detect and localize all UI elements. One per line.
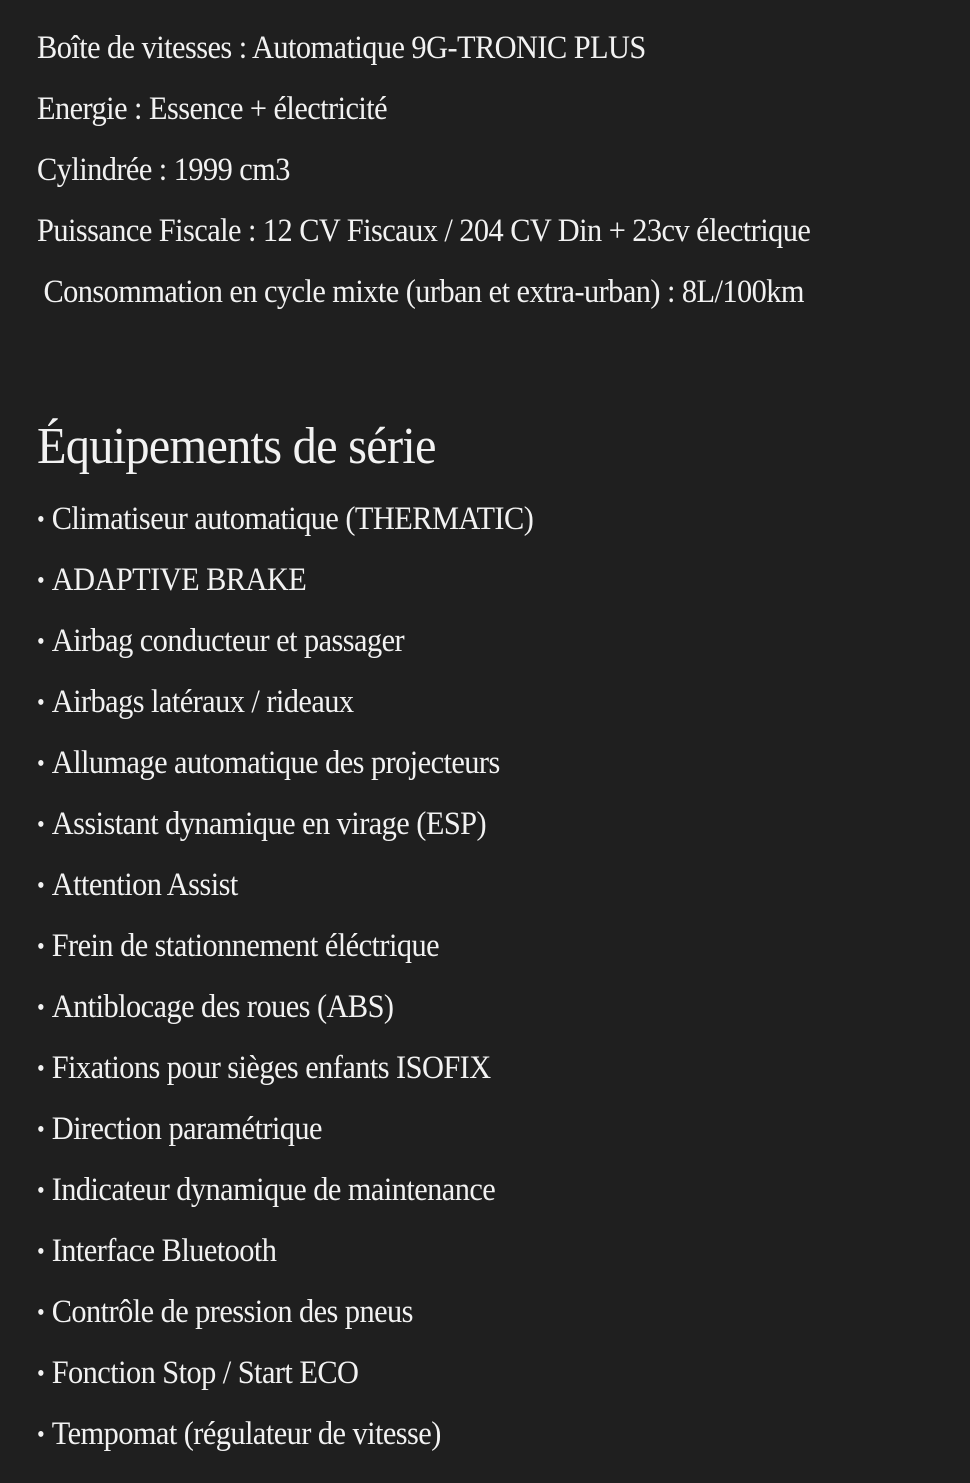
bullet-icon: • [37, 934, 45, 960]
bullet-icon: • [37, 1300, 45, 1326]
equipment-item-label: Fonction Stop / Start ECO [51, 1355, 359, 1391]
equipment-item [37, 1160, 862, 1221]
bullet-icon: • [37, 629, 45, 655]
bullet-icon: • [37, 568, 45, 594]
equipment-item [37, 489, 862, 550]
spec-gearbox: Boîte de vitesses : Automatique 9G-TRONIC PLUS [37, 30, 646, 66]
equipment-item-label: Interface Bluetooth [51, 1233, 277, 1269]
equipment-item-label: Contrôle de pression des pneus [51, 1294, 413, 1330]
spec-consumption: Consommation en cycle mixte (urban et extra-urban) : 8L/100km [43, 274, 804, 310]
bullet-icon: • [37, 1239, 45, 1265]
equipment-item-label: Airbag conducteur et passager [51, 623, 405, 659]
equipment-item-label: Climatiseur automatique (THERMATIC) [51, 501, 534, 537]
bullet-icon: • [37, 1422, 45, 1448]
equipment-item-label: ADAPTIVE BRAKE [51, 562, 307, 598]
equipment-item [37, 1404, 862, 1465]
bullet-icon: • [37, 995, 45, 1021]
bullet-icon: • [37, 507, 45, 533]
bullet-icon: • [37, 873, 45, 899]
equipment-item-label: Assistant dynamique en virage (ESP) [51, 806, 487, 842]
spec-displacement: Cylindrée : 1999 cm3 [37, 152, 290, 188]
equipment-item [37, 550, 862, 611]
bullet-icon: • [37, 1056, 45, 1082]
bullet-icon: • [37, 1117, 45, 1143]
equipment-item [37, 916, 862, 977]
spec-energy: Energie : Essence + électricité [37, 91, 388, 127]
bullet-icon: • [37, 812, 45, 838]
bullet-icon: • [37, 690, 45, 716]
equipment-item [37, 733, 862, 794]
equipment-item [37, 1099, 862, 1160]
bullet-icon: • [37, 1178, 45, 1204]
equipment-item [37, 855, 862, 916]
equipment-item [37, 672, 862, 733]
equipment-item [37, 1221, 862, 1282]
equipment-item [37, 611, 862, 672]
equipment-item-label: Frein de stationnement éléctrique [51, 928, 440, 964]
equipment-item [37, 794, 862, 855]
equipment-item [37, 977, 862, 1038]
equipment-item-label: Attention Assist [51, 867, 238, 903]
equipment-item-label: Allumage automatique des projecteurs [51, 745, 500, 781]
equipment-item-label: Airbags latéraux / rideaux [51, 684, 354, 720]
equipment-item [37, 1343, 862, 1404]
equipment-item [37, 1282, 862, 1343]
equipment-section-title: Équipements de série [37, 418, 436, 475]
equipment-item-label: Tempomat (régulateur de vitesse) [51, 1416, 441, 1452]
equipment-item-label: Direction paramétrique [51, 1111, 322, 1147]
standard-equipment-list [37, 489, 934, 1465]
bullet-icon: • [37, 751, 45, 777]
equipment-item-label: Indicateur dynamique de maintenance [51, 1172, 496, 1208]
equipment-item [37, 1038, 862, 1099]
spec-fiscal-power: Puissance Fiscale : 12 CV Fiscaux / 204 CV Din + 23cv électrique [37, 213, 811, 249]
equipment-item-label: Fixations pour sièges enfants ISOFIX [51, 1050, 491, 1086]
equipment-item-label: Antiblocage des roues (ABS) [51, 989, 394, 1025]
technical-specs-list [37, 18, 934, 323]
bullet-icon: • [37, 1361, 45, 1387]
